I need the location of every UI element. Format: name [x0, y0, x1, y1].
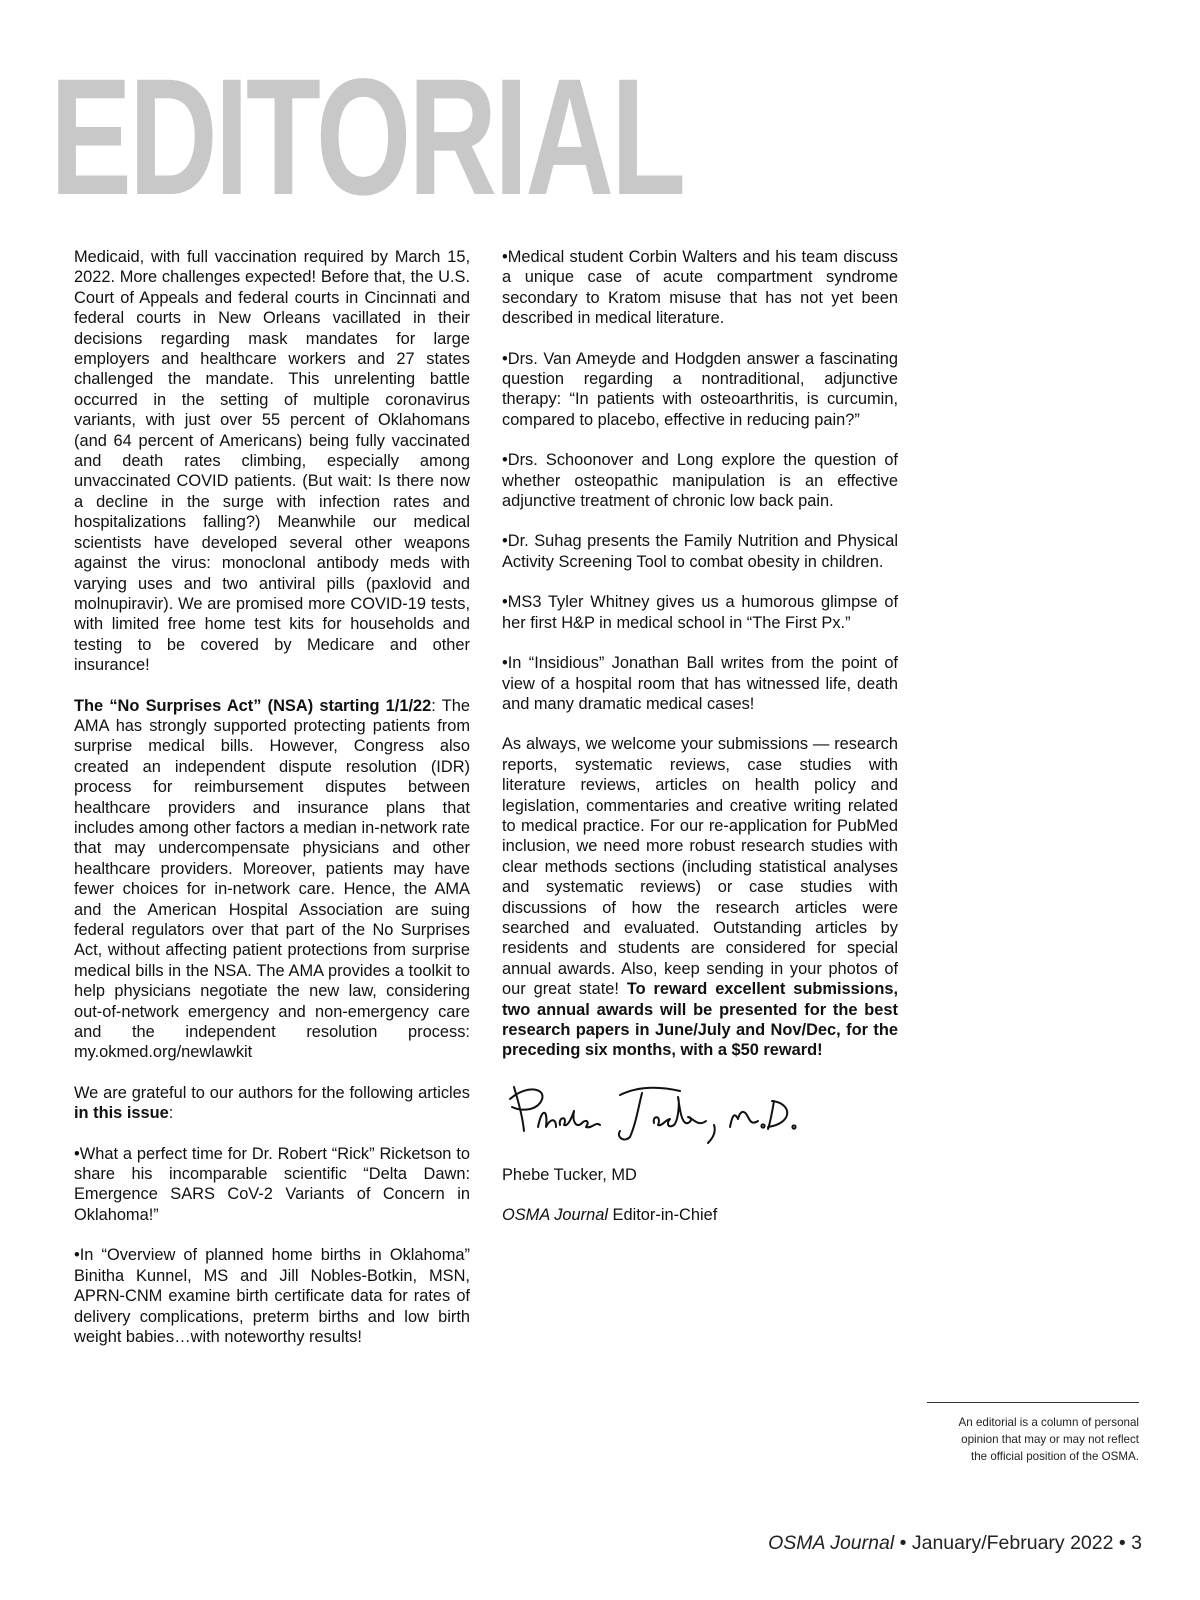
journal-name: OSMA Journal — [768, 1532, 895, 1554]
article-item: •Drs. Schoonover and Long explore the question of whether osteopathic manipulation is an effective adjunctive treatment of chronic low back pain. — [502, 451, 898, 511]
signer-name: Phebe Tucker, MD — [502, 1165, 637, 1184]
article-item: •MS3 Tyler Whitney gives us a humorous glimpse of her first H&P in medical school in “The First Px.” — [502, 593, 898, 632]
disclaimer-note: An editorial is a column of personal opinion that may or may not reflect the official position of the OSMA. — [958, 1416, 1139, 1463]
signer-title: OSMA Journal Editor-in-Chief — [502, 1206, 718, 1225]
nsa-heading: The “No Surprises Act” (NSA) starting 1/1/22 — [74, 696, 432, 715]
disclaimer-divider — [927, 1402, 1139, 1403]
page-number: 3 — [1131, 1532, 1142, 1554]
article-item: •In “Insidious” Jonathan Ball writes from the point of view of a hospital room that has witnessed life, death and many dramatic medical cases! — [502, 654, 898, 713]
article-item: •Dr. Suhag presents the Family Nutrition and Physical Activity Screening Tool to combat obesity in children. — [502, 532, 898, 571]
awards-announcement: To reward excellent submissions, two annual awards will be presented for the best research papers in June/July and Nov/Dec, for the preceding six months, with a $50 reward! — [502, 980, 898, 1060]
article-item: •Drs. Van Ameyde and Hodgden answer a fascinating question regarding a nontraditional, adjunctive therapy: “In patients with osteoarthritis, is curcumin, compared to placebo, effective in reducing pain?” — [502, 349, 898, 429]
handwritten-signature — [502, 1081, 802, 1151]
article-item: •What a perfect time for Dr. Robert “Rick” Ricketson to share his incomparable scientific “Delta Dawn: Emergence SARS CoV-2 Variants of Concern in Oklahoma!” — [74, 1144, 470, 1224]
article-item: •In “Overview of planned home births in Oklahoma” Binitha Kunnel, MS and Jill Nobles-Botkin, MSN, APRN-CNM examine birth certificate data for rates of delivery complications, preterm births and low birth weight babies…with noteworthy results! — [74, 1246, 470, 1346]
submissions-paragraph: As always, we welcome your submissions — research reports, systematic reviews, case studies with literature reviews, articles on health policy and legislation, commentaries and creative writing related to medical practice. For our re-application for PubMed inclusion, we need more robust research studies with clear methods sections (including statistical analyses and systematic reviews) or case studies with discussions of how the research articles were searched and evaluated. Outstanding articles by residents and students are considered for special annual awards. Also, keep sending in your photos of our great state! To reward excellent submissions, two annual awards will be presented for the best research papers in June/July and Nov/Dec, for the preceding six months, with a $50 reward! — [502, 735, 898, 1060]
body-paragraph-nsa: The “No Surprises Act” (NSA) starting 1/1/22: The AMA has strongly supported protecting patients from surprise medical bills. However, Congress also created an independent dispute resolution (IDR) process for reimbursement disputes between healthcare providers and insurance plans that includes among other factors a median in-network rate that may undercompensate physicians and other healthcare providers. Moreover, patients may have fewer choices for in-network care. Hence, the AMA and the American Hospital Association are suing federal regulators over that part of the No Surprises Act, without affecting patient protections from surprise medical bills in the NSA. The AMA provides a toolkit to help physicians negotiate the new law, considering out-of-network emergency and non-emergency care and the independent resolution process: my.okmed.org/newlawkit — [74, 696, 470, 1062]
left-column — [74, 247, 470, 1367]
body-paragraph: Medicaid, with full vaccination required by March 15, 2022. More challenges expected! Before that, the U.S. Court of Appeals and federal courts in Cincinnati and federal courts in New Orleans vacillated in their decisions regarding mask mandates for large employers and healthcare workers and 27 states challenged the mandate. This unrelenting battle occurred in the setting of multiple coronavirus variants, with just over 55 percent of Oklahomans (and 64 percent of Americans) being fully vaccinated and death rates climbing, especially among unvaccinated COVID patients. (But wait: Is there now a decline in the surge with infection rates and hospitalizations falling?) Meanwhile our medical scientists have developed several other weapons against the virus: monoclonal antibody meds with varying uses and two antiviral pills (paxlovid and molnupiravir). We are promised more COVID-19 tests, with limited free home test kits for households and testing to be covered by Medicare and other insurance! — [74, 248, 470, 675]
article-item: •Medical student Corbin Walters and his team discuss a unique case of acute compartment syndrome secondary to Kratom misuse that has not yet been described in medical literature. — [502, 248, 898, 328]
issue-date: January/February 2022 — [911, 1532, 1114, 1554]
body-paragraph-authors: We are grateful to our authors for the following articles in this issue: — [74, 1083, 470, 1123]
masthead-title: EDITORIAL — [50, 45, 684, 230]
page-footer: OSMA Journal • January/February 2022 • 3 — [768, 1532, 1142, 1554]
right-column — [502, 247, 898, 1246]
